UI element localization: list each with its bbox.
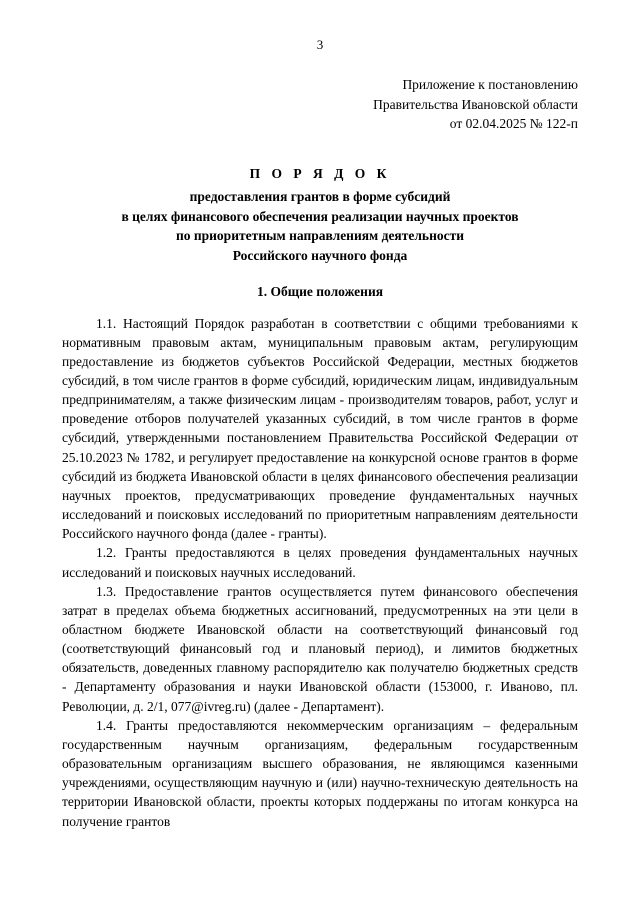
document-title-word: П О Р Я Д О К [249, 165, 391, 181]
paragraph-1-3: 1.3. Предоставление грантов осуществляется путем финансового обеспечения затрат в пределах объема бюджетных ассигнований, предусмотренных на эти цели в областном бюджете Ивановской области на соответствующий финансовый год (соответствующий финансовый год и плановый период), и лимитов бюджетных обязательств, доведенных главному распорядителю как получателю бюджетных средств - Департаменту образования и науки Ивановской области (153000, г. Иваново, пл. Революции, д. 2/1, 077@ivreg.ru) (далее - Департамент). [62, 583, 578, 714]
paragraph-1-1: 1.1. Настоящий Порядок разработан в соответствии с общими требованиями к нормативным правовым актам, муниципальным правовым актам, регулирующим предоставление из бюджетов субъектов Российской Федерации, местных бюджетов субсидий, в том числе грантов в форме субсидий, юридическим лицам, индивидуальным предпринимателям, а также физическим лицам - производителям товаров, работ, услуг и проведение отборов получателей указанных субсидий, в том числе грантов в форме субсидий, утвержденными постановлением Правительства Российской Федерации от 25.10.2023 № 1782, и регулирует предоставление на конкурсной основе грантов в форме субсидий из бюджета Ивановской области в целях финансового обеспечения реализации научных проектов, предусматривающих проведение фундаментальных научных исследований и поисковых исследований по приоритетным направлениям деятельности Российского научного фонда (далее - гранты). [62, 315, 578, 542]
paragraph-1-2: 1.2. Гранты предоставляются в целях проведения фундаментальных научных исследований и поисковых научных исследований. [62, 545, 578, 580]
appendix-reference [62, 75, 578, 134]
appendix-line-3: от 02.04.2025 № 122-п [449, 116, 578, 132]
appendix-line-2: Правительства Ивановской области [373, 96, 578, 112]
document-title-line-4: Российского научного фонда [232, 247, 408, 263]
paragraph-1-4: 1.4. Гранты предоставляются некоммерческим организациям – федеральным государственным научным организациям, федеральным государственным образовательным организациям высшего образования, не являющимся казенными учреждениями, осуществляющим научную и (или) научно-техническую деятельность на территории Ивановской области, проекты которых поддержаны по итогам конкурса на получение грантов [62, 717, 578, 829]
document-body [62, 314, 578, 831]
document-title [62, 164, 578, 266]
document-title-line-3: по приоритетным направлениям деятельности [175, 228, 465, 244]
document-title-line-1: предоставления грантов в форме субсидий [189, 189, 451, 205]
appendix-line-1: Приложение к постановлению [402, 77, 578, 92]
document-title-line-2: в целях финансового обеспечения реализации научных проектов [121, 208, 519, 224]
page-number: 3 [316, 37, 324, 52]
section-heading: 1. Общие положения [256, 283, 384, 299]
